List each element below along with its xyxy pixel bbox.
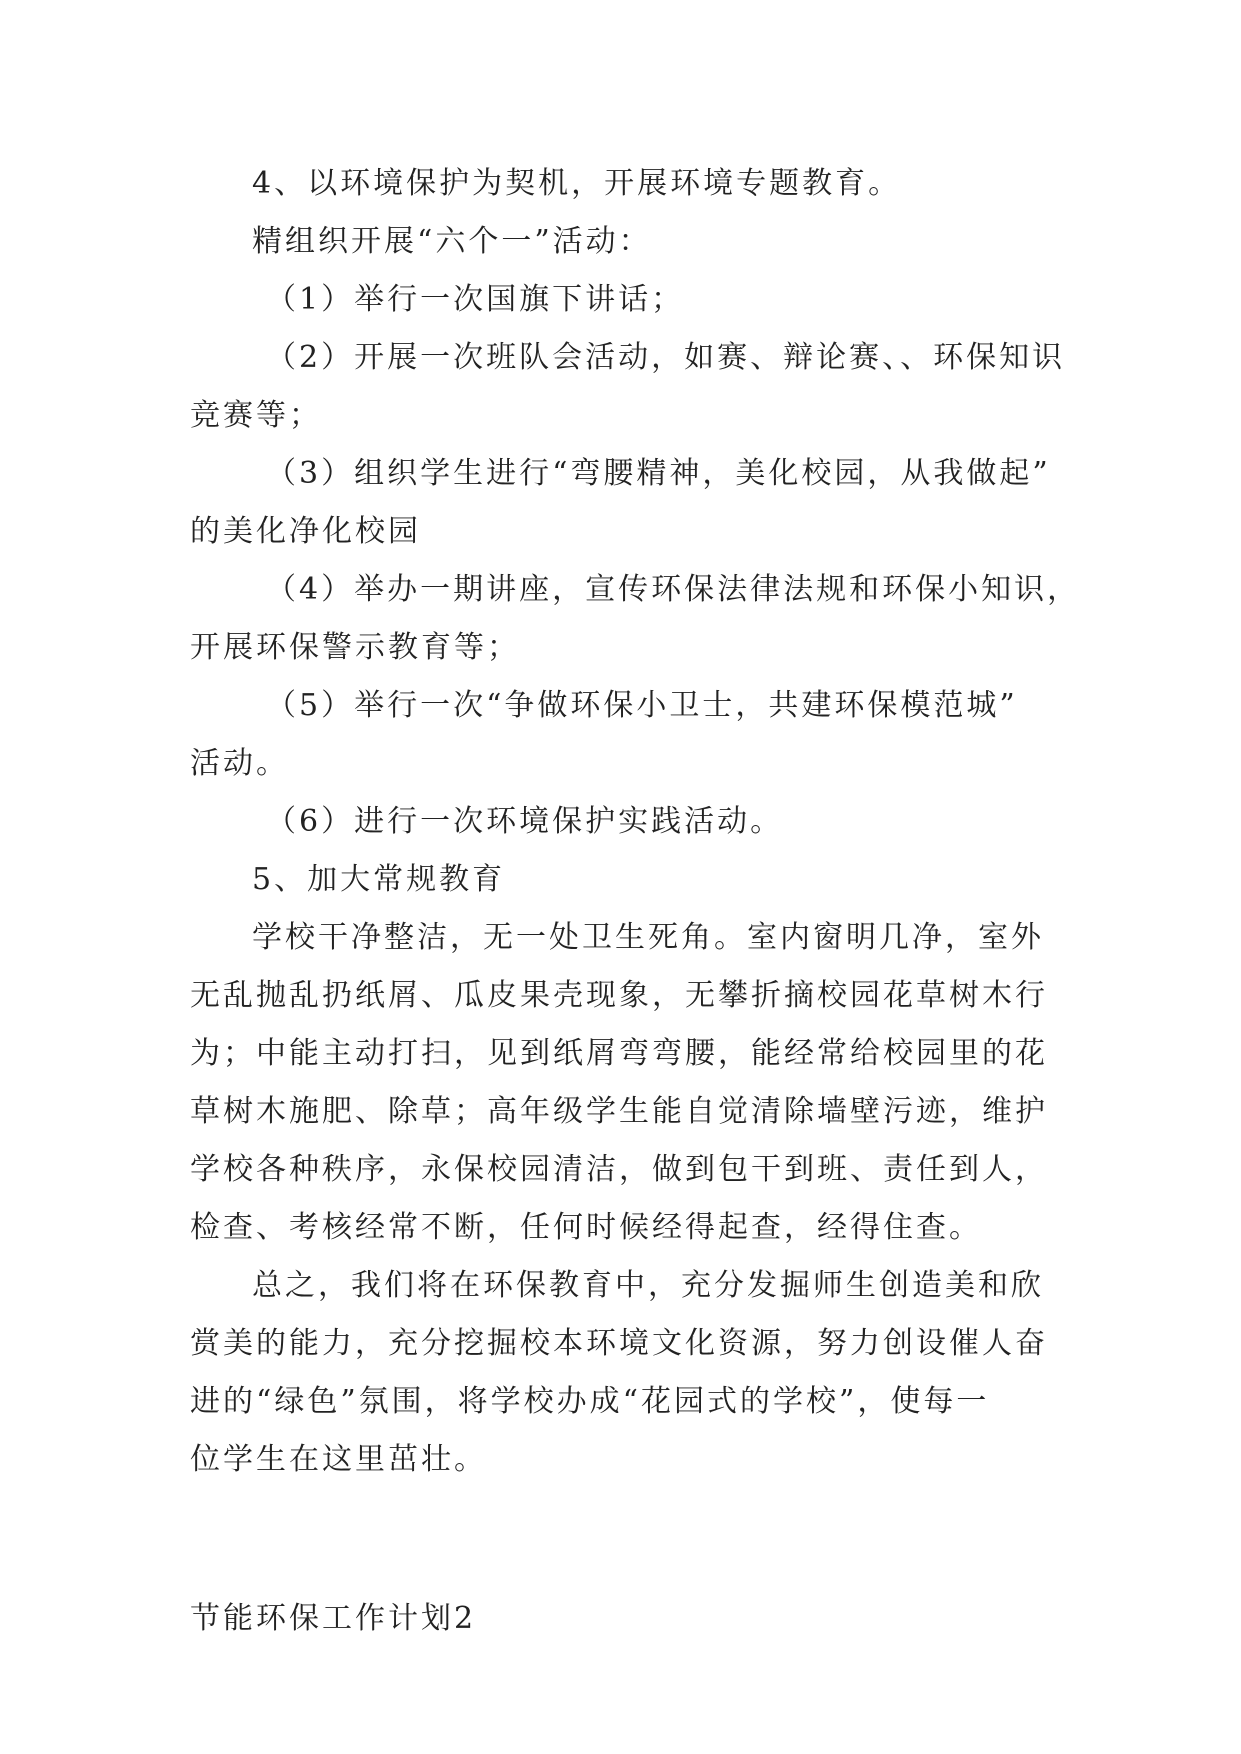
activity-6: （6）进行一次环境保护实践活动。: [266, 804, 784, 839]
body-text: [190, 155, 1081, 1489]
paragraph-campus-line-1: 学校干净整洁，无一处卫生死角。室内窗明几净，室外: [252, 920, 1044, 955]
paragraph-item-5: 5、加大常规教育: [252, 862, 506, 897]
activity-4-line-1: （4）举办一期讲座，宣传环保法律法规和环保小知识，: [266, 572, 1081, 607]
paragraph-activities-intro: 精组织开展“六个一”活动：: [252, 224, 652, 259]
activity-3-line-2: 的美化净化校园: [190, 514, 421, 549]
paragraph-campus-line-6: 检查、考核经常不断，任何时候经得起查，经得住查。: [190, 1210, 982, 1245]
activity-2-line-2: 竞赛等；: [190, 398, 322, 433]
section-title: 节能环保工作计划2: [190, 1601, 477, 1636]
activity-1: （1）举行一次国旗下讲话；: [266, 282, 685, 317]
activity-4-line-2: 开展环保警示教育等；: [190, 630, 520, 665]
paragraph-summary-line-2: 赏美的能力，充分挖掘校本环境文化资源，努力创设催人奋: [190, 1326, 1048, 1361]
paragraph-campus-line-2: 无乱抛乱扔纸屑、瓜皮果壳现象，无攀折摘校园花草树木行: [190, 978, 1048, 1013]
activity-2-line-1: （2）开展一次班队会活动，如赛、辩论赛、、环保知识: [266, 340, 1066, 375]
paragraph-campus-line-4: 草树木施肥、除草；高年级学生能自觉清除墙壁污迹，维护: [190, 1094, 1048, 1129]
paragraph-campus-line-3: 为；中能主动打扫，见到纸屑弯弯腰，能经常给校园里的花: [190, 1036, 1048, 1071]
paragraph-summary-line-3: 进的“绿色”氛围，将学校办成“花园式的学校”，使每一: [190, 1384, 990, 1419]
paragraph-item-4: 4、以环境保护为契机，开展环境专题教育。: [252, 166, 902, 201]
activity-5-line-2: 活动。: [190, 746, 289, 781]
paragraph-campus-line-5: 学校各种秩序，永保校园清洁，做到包干到班、责任到人，: [190, 1152, 1048, 1187]
paragraph-summary-line-1: 总之，我们将在环保教育中，充分发掘师生创造美和欣: [252, 1268, 1044, 1303]
activity-5-line-1: （5）举行一次“争做环保小卫士，共建环保模范城”: [266, 688, 1018, 723]
activity-3-line-1: （3）组织学生进行“弯腰精神，美化校园，从我做起”: [266, 456, 1051, 491]
paragraph-summary-line-4: 位学生在这里茁壮。: [190, 1442, 487, 1477]
